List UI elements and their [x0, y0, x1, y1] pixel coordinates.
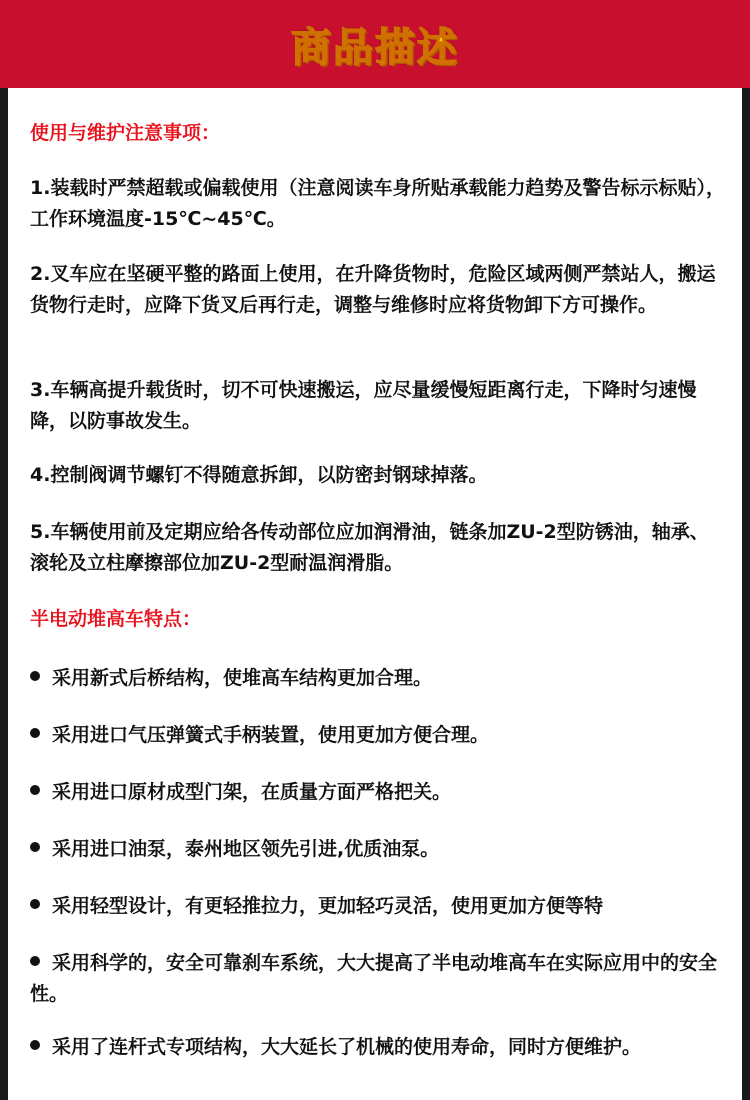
header-banner: [0, 0, 750, 88]
bullet-icon: [30, 728, 40, 738]
usage-section-title: 使用与维护注意事项：: [30, 122, 221, 144]
usage-item-2: 2.叉车应在坚硬平整的路面上使用，在升降货物时，危险区域两侧严禁站人，搬运货物行走时，应降下货叉后再行走，调整与维修时应将货物卸下方可操作。: [30, 263, 716, 316]
feature-item-4: [30, 834, 726, 865]
bullet-icon: [30, 956, 40, 966]
usage-item-1: 1.装载时严禁超载或偏载使用（注意阅读车身所贴承载能力趋势及警告标示标贴），工作环境温度-15℃~45℃。: [30, 177, 725, 230]
feature-item-3: [30, 777, 726, 808]
feature-text: 采用新式后桥结构，使堆高车结构更加合理。: [52, 667, 433, 689]
bullet-icon: [30, 899, 40, 909]
usage-item-5: 5.车辆使用前及定期应给各传动部位应加润滑油，链条加ZU-2型防锈油，轴承、滚轮及立柱摩擦部位加ZU-2型耐温润滑脂。: [30, 521, 709, 574]
feature-item-2: [30, 720, 726, 751]
feature-item-1: [30, 663, 726, 694]
feature-item-6: [30, 948, 726, 1010]
description-content: [8, 88, 742, 1100]
bullet-icon: [30, 842, 40, 852]
usage-item-4: 4.控制阀调节螺钉不得随意拆卸，以防密封钢球掉落。: [30, 464, 488, 486]
bullet-icon: [30, 785, 40, 795]
feature-item-5: [30, 891, 726, 922]
feature-text: 采用进口原材成型门架，在质量方面严格把关。: [52, 781, 452, 803]
feature-text: 采用进口气压弹簧式手柄装置，使用更加方便合理。: [52, 724, 490, 746]
bullet-icon: [30, 1040, 40, 1050]
feature-text: 采用科学的，安全可靠刹车系统，大大提高了半电动堆高车在实际应用中的安全性。: [30, 952, 718, 1005]
feature-text: 采用了连杆式专项结构，大大延长了机械的使用寿命，同时方便维护。: [52, 1036, 642, 1058]
feature-text: 采用进口油泵，泰州地区领先引进,优质油泵。: [52, 838, 440, 860]
page-title: 商品描述: [291, 24, 459, 71]
feature-item-7: [30, 1032, 726, 1063]
feature-text: 采用轻型设计，有更轻推拉力，更加轻巧灵活，使用更加方便等特: [52, 895, 604, 917]
usage-item-3: 3.车辆高提升载货时，切不可快速搬运，应尽量缓慢短距离行走，下降时匀速慢降，以防事故发生。: [30, 379, 697, 432]
features-section-title: 半电动堆高车特点：: [30, 608, 202, 630]
bullet-icon: [30, 671, 40, 681]
